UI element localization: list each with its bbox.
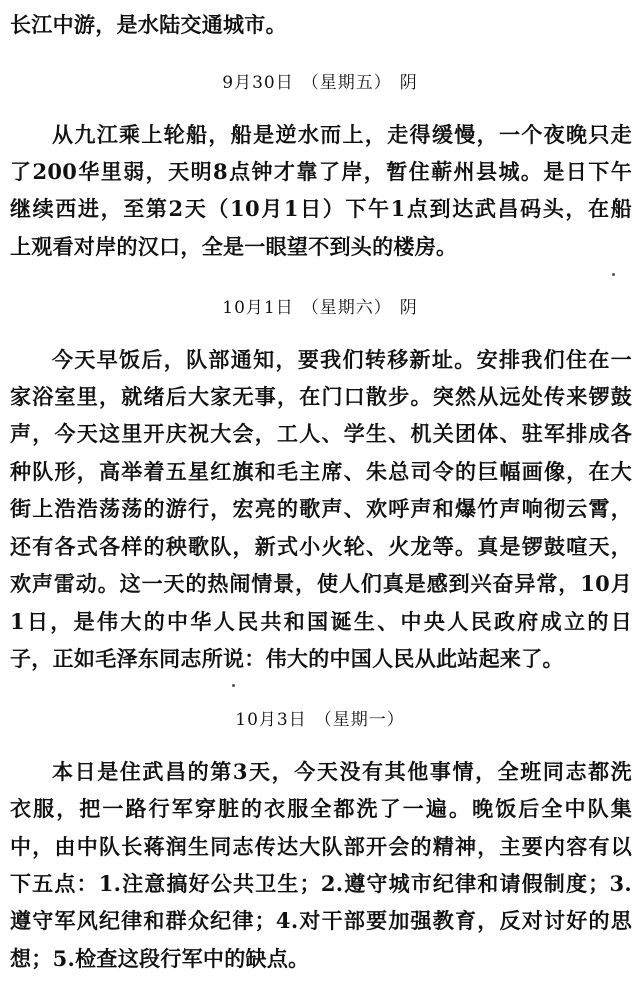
entry-weekday: （星期六）	[301, 298, 392, 318]
paragraph-line: 家浴室里，就绪后大家无事，在门口散步。突然从远处传来锣鼓	[10, 384, 632, 409]
entry-weekday: （星期一）	[314, 710, 405, 730]
entry-date: 10月3日	[235, 710, 307, 730]
paragraph-line: 欢声雷动。这一天的热闹情景，使人们真是感到兴奋异常，10月	[10, 571, 632, 596]
scan-speck	[232, 684, 235, 687]
paragraph-line: 声，今天这里开庆祝大会，工人、学生、机关团体、驻军排成各	[10, 421, 632, 446]
diary-entry-heading	[0, 295, 640, 321]
diary-entry-heading	[0, 70, 640, 96]
paragraph-line: 中，由中队长蒋润生同志传达大队部开会的精神，主要内容有以	[10, 834, 632, 859]
paragraph-line: 遵守军风纪律和群众纪律；4.对干部要加强教育，反对讨好的思	[10, 908, 632, 933]
paragraph-line: 子，正如毛泽东同志所说：伟大的中国人民从此站起来了。	[10, 646, 564, 671]
paragraph-line: 继续西进，至第2天（10月1日）下午1点到达武昌码头，在船	[10, 196, 632, 221]
diary-entry-heading	[0, 707, 640, 733]
paragraph-line: 还有各式各样的秧歌队，新式小火轮、火龙等。真是锣鼓喧天，	[10, 534, 632, 559]
paragraph-line: 从九江乘上轮船，船是逆水而上，走得缓慢，一个夜晚只走	[52, 122, 632, 147]
entry-date: 10月1日	[222, 298, 294, 318]
paragraph-line: 长江中游，是水陆交通城市。	[10, 12, 287, 37]
paragraph-line: 上观看对岸的汉口，全是一眼望不到头的楼房。	[10, 234, 458, 259]
paragraph-line: 街上浩浩荡荡的游行，宏亮的歌声、欢呼声和爆竹声响彻云霄，	[10, 496, 632, 521]
entry-weather: 阴	[399, 298, 418, 318]
paragraph-line: 下五点：1.注意搞好公共卫生；2.遵守城市纪律和请假制度；3.	[10, 871, 632, 896]
entry-weather: 阴	[399, 73, 418, 93]
paragraph-line: 种队形，高举着五星红旗和毛主席、朱总司令的巨幅画像，在大	[10, 459, 632, 484]
paragraph-line: 今天早饭后，队部通知，要我们转移新址。安排我们住在一	[52, 347, 632, 372]
entry-weekday: （星期五）	[301, 73, 392, 93]
paragraph-line: 衣服，把一路行军穿脏的衣服全都洗了一遍。晚饭后全中队集	[10, 796, 632, 821]
paragraph-line: 了200华里弱，天明8点钟才靠了岸，暂住蕲州县城。是日下午	[10, 159, 632, 184]
entry-date: 9月30日	[222, 73, 294, 93]
scan-speck	[612, 273, 615, 276]
paragraph-line: 想；5.检查这段行军中的缺点。	[10, 946, 310, 971]
paragraph-line: 本日是住武昌的第3天，今天没有其他事情，全班同志都洗	[52, 759, 632, 784]
paragraph-line: 1日，是伟大的中华人民共和国诞生、中央人民政府成立的日	[10, 609, 632, 634]
